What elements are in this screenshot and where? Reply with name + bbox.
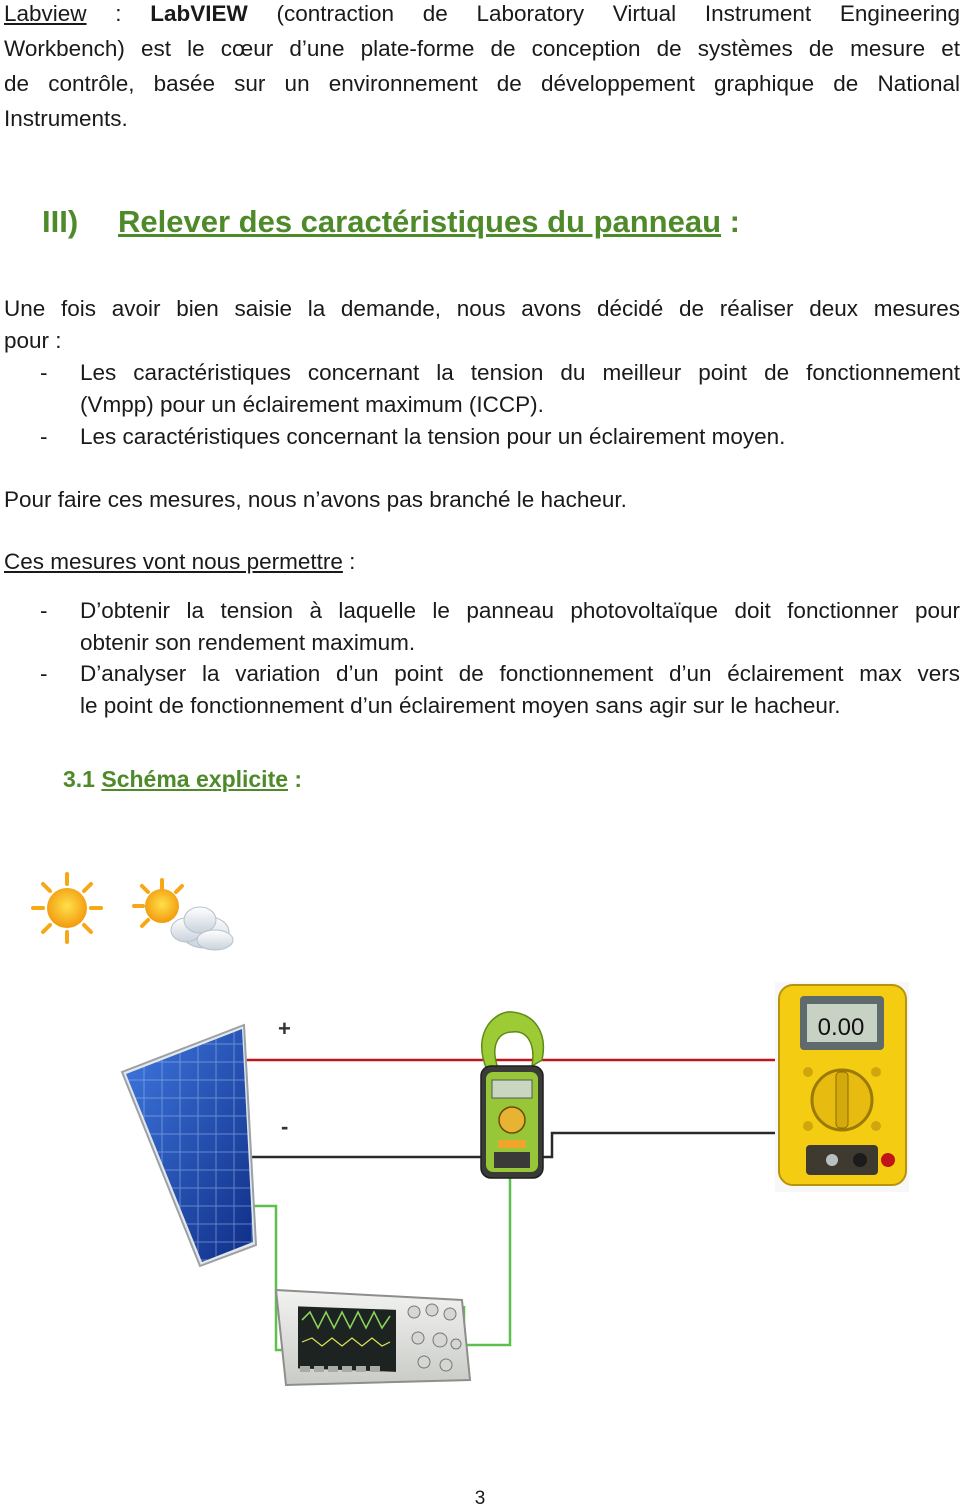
no-chopper-paragraph: Pour faire ces mesures, nous n’avons pas branché le hacheur. bbox=[4, 487, 627, 512]
bullet-line-2: (Vmpp) pour un éclairement maximum (ICCP). bbox=[80, 391, 544, 417]
bullet-line-2: le point de fonctionnement d’un éclairement moyen sans agir sur le hacheur. bbox=[80, 692, 841, 718]
measurement-schematic bbox=[0, 850, 960, 1410]
intro-separator: : bbox=[86, 1, 151, 26]
multimeter bbox=[775, 982, 909, 1192]
subsection-heading bbox=[63, 766, 302, 793]
intro-paragraph bbox=[4, 0, 960, 136]
minus-terminal-label: - bbox=[281, 1114, 289, 1139]
measure-paragraph bbox=[4, 293, 960, 357]
intro-line1-rest: (contraction de Laboratory Virtual Instrument Engineering bbox=[247, 1, 960, 26]
solar-panel bbox=[122, 1025, 256, 1266]
purposes-suffix: : bbox=[342, 549, 356, 574]
bullet-dash: - bbox=[40, 598, 48, 623]
list-item bbox=[4, 357, 960, 420]
intro-line-2: Workbench) est le cœur d’une plate-forme de conception de systèmes de mesure et bbox=[4, 36, 960, 61]
measure-line-1: Une fois avoir bien saisie la demande, nous avons décidé de réaliser deux mesures bbox=[4, 296, 960, 321]
bullet-dash: - bbox=[40, 424, 48, 449]
bullet-dash: - bbox=[40, 360, 48, 385]
intro-line-4: Instruments. bbox=[4, 106, 128, 131]
subsection-suffix: : bbox=[288, 766, 303, 792]
bullet-line-1: D’obtenir la tension à laquelle le panneau photovoltaïque doit fonctionner pour bbox=[80, 598, 960, 623]
list-item bbox=[4, 595, 960, 658]
clamp-meter bbox=[481, 1012, 543, 1178]
page-number: 3 bbox=[474, 1488, 486, 1509]
measure-line-2: pour : bbox=[4, 328, 62, 353]
subsection-title: Schéma explicite bbox=[101, 766, 289, 792]
subsection-number: 3.1 bbox=[63, 766, 102, 792]
labview-link[interactable]: Labview bbox=[4, 1, 87, 26]
list-item bbox=[4, 658, 960, 721]
bullet-line-2: obtenir son rendement maximum. bbox=[80, 629, 416, 655]
section-title: Relever des caractéristiques du panneau bbox=[118, 204, 722, 239]
intro-line-3: de contrôle, basée sur un environnement de développement graphique de National bbox=[4, 71, 960, 96]
section-number: III) bbox=[42, 204, 79, 239]
section-heading bbox=[42, 204, 740, 240]
bullet-line-1: Les caractéristiques concernant la tension du meilleur point de fonctionnement bbox=[80, 360, 960, 385]
list-item bbox=[4, 421, 960, 453]
section-suffix: : bbox=[721, 204, 740, 239]
sun-cloud-icon bbox=[134, 880, 233, 950]
plus-terminal-label: + bbox=[278, 1016, 291, 1041]
purposes-intro bbox=[4, 544, 960, 579]
purposes-underlined: Ces mesures vont nous permettre bbox=[4, 549, 343, 574]
sun-icon bbox=[33, 874, 101, 942]
intro-bold-term: LabVIEW bbox=[150, 1, 248, 26]
multimeter-readout: 0.00 bbox=[817, 1014, 865, 1041]
green-wire bbox=[465, 1178, 510, 1345]
intro-line-1 bbox=[4, 0, 960, 31]
oscilloscope bbox=[276, 1290, 470, 1385]
bullet-line-1: D’analyser la variation d’un point de fonctionnement d’un éclairement max vers bbox=[80, 661, 960, 686]
bullet-dash: - bbox=[40, 661, 48, 686]
bullet-line-1: Les caractéristiques concernant la tension pour un éclairement moyen. bbox=[80, 424, 786, 449]
